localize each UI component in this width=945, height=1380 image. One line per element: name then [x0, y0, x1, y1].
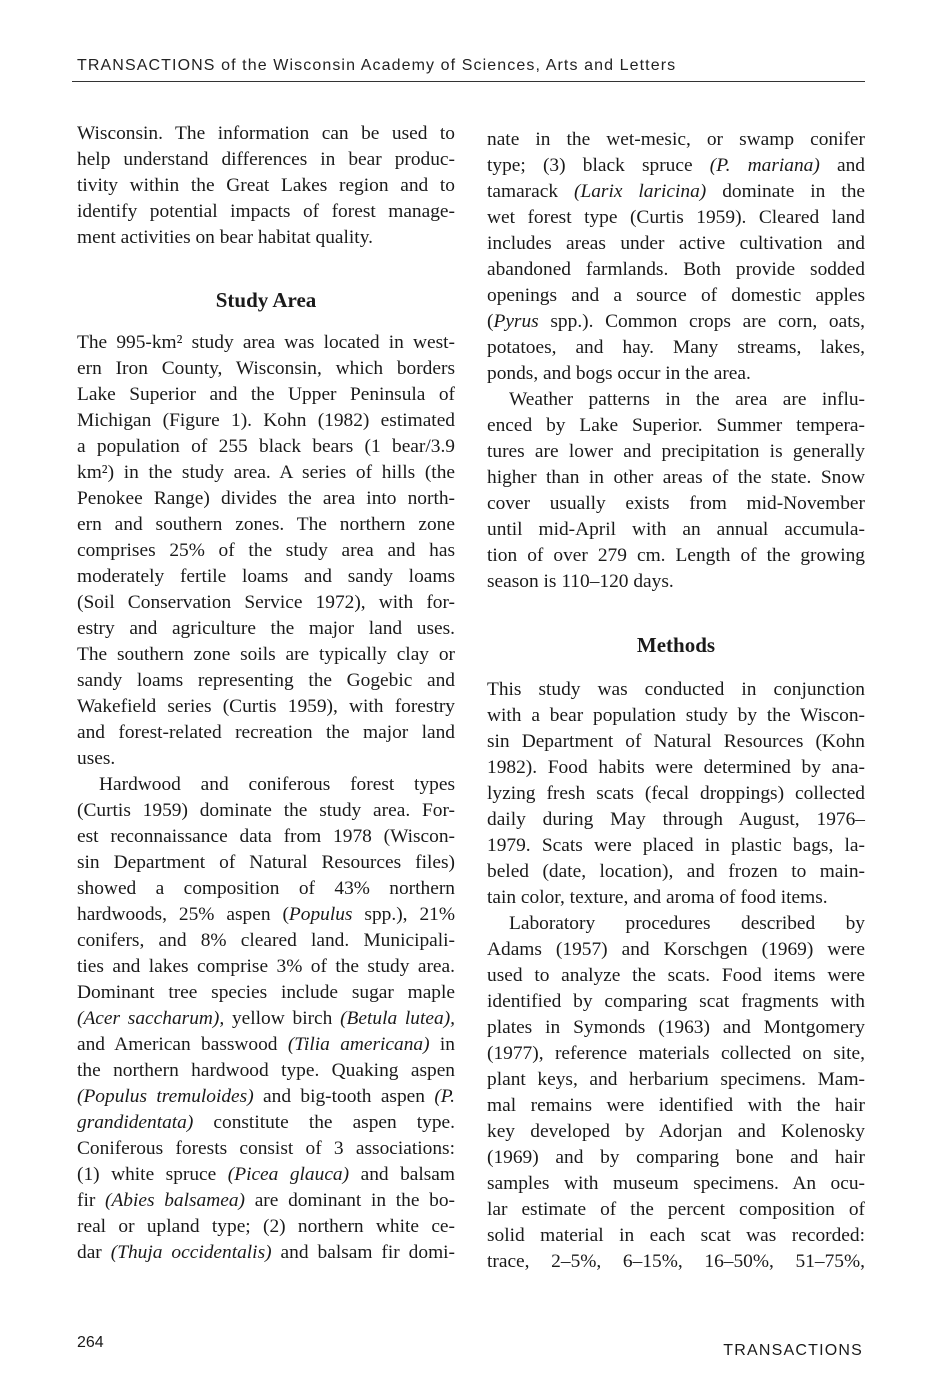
text-segment: until mid-April with an annual accumula-: [487, 519, 865, 540]
text-line: [487, 517, 865, 543]
text-line: [77, 1240, 455, 1266]
text-segment: hardwoods, 25% aspen (: [77, 904, 289, 925]
text-segment: ties and lakes comprise 3% of the study area.: [77, 956, 455, 977]
text-segment: a population of 255 black bears (1 bear/3.9: [77, 436, 455, 457]
text-line: [77, 199, 455, 225]
text-segment: includes areas under active cultivation and: [487, 233, 865, 254]
text-line: [77, 408, 455, 434]
text-segment: ern and southern zones. The northern zone: [77, 514, 455, 535]
text-line: [77, 668, 455, 694]
text-line: [487, 963, 865, 989]
text-line: [77, 642, 455, 668]
text-segment: 1979. Scats were placed in plastic bags, la-: [487, 835, 865, 856]
text-line: [77, 330, 455, 356]
text-line: [77, 1162, 455, 1188]
text-segment: identified by comparing scat fragments with: [487, 991, 865, 1012]
italic-text: (Thuja occidentalis): [110, 1242, 272, 1263]
text-line: [77, 902, 455, 928]
text-line: [77, 720, 455, 746]
text-line: [487, 309, 865, 335]
paragraph: [487, 387, 865, 595]
text-segment: spp.). Common crops are corn, oats,: [538, 311, 865, 332]
text-segment: the northern hardwood type. Quaking aspen: [77, 1060, 455, 1081]
text-segment: (: [487, 311, 494, 332]
italic-text: (P.: [434, 1086, 455, 1107]
text-line: [487, 413, 865, 439]
text-segment: enced by Lake Superior. Summer tempera-: [487, 415, 865, 436]
text-segment: wet forest type (Curtis 1959). Cleared land: [487, 207, 865, 228]
text-segment: season is 110–120 days.: [487, 571, 674, 592]
text-segment: Weather patterns in the area are influ-: [509, 389, 865, 410]
text-line: [77, 564, 455, 590]
text-segment: potatoes, and hay. Many streams, lakes,: [487, 337, 865, 358]
italic-text: (Tilia americana): [287, 1034, 430, 1055]
text-line: [487, 1015, 865, 1041]
italic-text: (Acer saccharum),: [77, 1008, 225, 1029]
text-segment: are dominant in the bo-: [245, 1190, 455, 1211]
text-line: [77, 147, 455, 173]
text-line: [487, 781, 865, 807]
text-line: [77, 850, 455, 876]
section-heading: Methods: [636, 633, 716, 657]
text-segment: and balsam fir domi-: [271, 1242, 455, 1263]
text-segment: abandoned farmlands. Both provide sodded: [487, 259, 865, 280]
text-line: [77, 173, 455, 199]
text-segment: moderately fertile loams and sandy loams: [77, 566, 455, 587]
text-segment: This study was conducted in conjunction: [487, 679, 865, 700]
paragraph: [487, 127, 865, 387]
text-line: [487, 1223, 865, 1249]
italic-text: (Populus tremuloides): [77, 1086, 254, 1107]
text-line: [487, 283, 865, 309]
text-segment: Hardwood and coniferous forest types: [99, 774, 455, 795]
text-segment: beled (date, location), and frozen to main-: [487, 861, 865, 882]
text-segment: openings and a source of domestic apples: [487, 285, 865, 306]
text-line: [77, 1032, 455, 1058]
text-line: [487, 231, 865, 257]
text-line: [77, 590, 455, 616]
text-line: [77, 980, 455, 1006]
paragraph: [487, 677, 865, 911]
italic-text: Pyrus: [493, 311, 539, 332]
text-segment: yellow birch: [224, 1008, 341, 1029]
text-segment: 1982). Food habits were determined by ana-: [487, 757, 865, 778]
text-segment: tamarack: [487, 181, 574, 202]
text-line: [77, 616, 455, 642]
italic-text: (Picea glauca): [227, 1164, 350, 1185]
italic-text: (Abies balsamea): [105, 1190, 246, 1211]
text-segment: sin Department of Natural Resources (Kohn: [487, 731, 865, 752]
text-segment: estry and agriculture the major land uses.: [77, 618, 455, 639]
text-line: [487, 543, 865, 569]
text-line: [487, 859, 865, 885]
text-segment: and: [819, 155, 866, 176]
text-segment: trace, 2–5%, 6–15%, 16–50%, 51–75%,: [487, 1251, 865, 1272]
text-segment: est reconnaissance data from 1978 (Wiscon-: [77, 826, 455, 847]
text-line: [77, 954, 455, 980]
paragraph: [77, 330, 455, 772]
text-segment: plant keys, and herbarium specimens. Mam-: [487, 1069, 865, 1090]
text-segment: Dominant tree species include sugar maple: [77, 982, 455, 1003]
text-segment: Wakefield series (Curtis 1959), with forestry: [77, 696, 455, 717]
text-segment: fir: [77, 1190, 105, 1211]
text-segment: samples with museum specimens. An ocu-: [487, 1173, 865, 1194]
text-line: [77, 772, 455, 798]
text-segment: nate in the wet-mesic, or swamp conifer: [487, 129, 865, 150]
text-line: [487, 729, 865, 755]
text-segment: tain color, texture, and aroma of food items.: [487, 887, 828, 908]
text-line: [487, 911, 865, 937]
text-segment: The 995-km² study area was located in west-: [77, 332, 455, 353]
left-column: [77, 121, 455, 1266]
text-segment: sandy loams representing the Gogebic and: [77, 670, 455, 691]
footer-journal-title: TRANSACTIONS: [723, 1342, 863, 1359]
text-line: [77, 225, 455, 251]
text-segment: higher than in other areas of the state. Snow: [487, 467, 865, 488]
text-line: [487, 439, 865, 465]
text-segment: comprises 25% of the study area and has: [77, 540, 455, 561]
italic-text: grandidentata): [77, 1112, 194, 1133]
text-line: [77, 1110, 455, 1136]
text-segment: showed a composition of 43% northern: [77, 878, 455, 899]
text-segment: sin Department of Natural Resources files): [77, 852, 455, 873]
text-line: [77, 460, 455, 486]
text-segment: tion of over 279 cm. Length of the growing: [487, 545, 865, 566]
paragraph: [77, 772, 455, 1266]
text-segment: tures are lower and precipitation is generally: [487, 441, 865, 462]
text-line: [487, 937, 865, 963]
italic-text: (Larix laricina): [573, 181, 707, 202]
text-segment: spp.), 21%: [352, 904, 455, 925]
text-segment: and American basswood: [77, 1034, 288, 1055]
text-segment: Laboratory procedures described by: [509, 913, 865, 934]
text-line: [487, 1197, 865, 1223]
text-line: [487, 335, 865, 361]
text-line: [77, 356, 455, 382]
text-line: [487, 361, 865, 387]
text-line: [487, 1041, 865, 1067]
text-line: [77, 1136, 455, 1162]
text-segment: plates in Symonds (1963) and Montgomery: [487, 1017, 865, 1038]
text-segment: used to analyze the scats. Food items were: [487, 965, 865, 986]
text-line: [77, 382, 455, 408]
text-segment: (1977), reference materials collected on site,: [487, 1043, 865, 1064]
text-line: [487, 833, 865, 859]
text-segment: in: [429, 1034, 456, 1055]
text-segment: conifers, and 8% cleared land. Municipali-: [77, 930, 455, 951]
text-line: [487, 257, 865, 283]
text-segment: and big-tooth aspen: [253, 1086, 435, 1107]
text-segment: mal remains were identified with the hair: [487, 1095, 865, 1116]
running-head: TRANSACTIONS of the Wisconsin Academy of Sciences, Arts and Letters: [77, 57, 677, 74]
text-line: [487, 677, 865, 703]
text-line: [487, 179, 865, 205]
text-line: [487, 387, 865, 413]
text-line: [487, 1145, 865, 1171]
italic-text: Populus: [288, 904, 353, 925]
text-segment: help understand differences in bear produc-: [77, 149, 455, 170]
text-line: [77, 1188, 455, 1214]
text-line: [487, 1171, 865, 1197]
text-segment: dar: [77, 1242, 111, 1263]
text-segment: Penokee Range) divides the area into north-: [77, 488, 455, 509]
text-segment: cover usually exists from mid-November: [487, 493, 865, 514]
text-segment: lyzing fresh scats (fecal droppings) collected: [487, 783, 865, 804]
text-segment: constitute the aspen type.: [193, 1112, 455, 1133]
text-line: [77, 121, 455, 147]
text-line: [487, 465, 865, 491]
italic-text: (Betula lutea),: [340, 1008, 455, 1029]
text-segment: (Soil Conservation Service 1972), with for-: [77, 592, 455, 613]
text-line: [77, 824, 455, 850]
text-segment: solid material in each scat was recorded:: [487, 1225, 865, 1246]
text-line: [487, 205, 865, 231]
text-segment: identify potential impacts of forest manage-: [77, 201, 455, 222]
text-line: [487, 885, 865, 911]
text-segment: Coniferous forests consist of 3 associations:: [77, 1138, 455, 1159]
text-line: [77, 798, 455, 824]
text-line: [487, 755, 865, 781]
text-line: [487, 1119, 865, 1145]
text-segment: Lake Superior and the Upper Peninsula of: [77, 384, 455, 405]
text-segment: uses.: [77, 748, 116, 769]
text-segment: with a bear population study by the Wiscon-: [487, 705, 865, 726]
text-segment: ponds, and bogs occur in the area.: [487, 363, 751, 384]
text-line: [487, 703, 865, 729]
text-line: [487, 569, 865, 595]
text-segment: Adams (1957) and Korschgen (1969) were: [487, 939, 865, 960]
text-line: [77, 538, 455, 564]
text-line: [77, 746, 455, 772]
text-line: [77, 434, 455, 460]
text-line: [77, 1214, 455, 1240]
page-number: 264: [77, 1334, 104, 1351]
text-line: [77, 512, 455, 538]
text-segment: and balsam: [349, 1164, 455, 1185]
text-line: [77, 694, 455, 720]
text-line: [77, 928, 455, 954]
text-line: [77, 1058, 455, 1084]
text-line: [487, 1067, 865, 1093]
section-heading: Study Area: [215, 288, 317, 312]
text-line: [487, 1093, 865, 1119]
text-segment: The southern zone soils are typically clay or: [77, 644, 455, 665]
text-line: [77, 876, 455, 902]
text-segment: key developed by Adorjan and Kolenosky: [487, 1121, 865, 1142]
text-line: [77, 486, 455, 512]
text-segment: ment activities on bear habitat quality.: [77, 227, 373, 248]
text-segment: and forest-related recreation the major land: [77, 722, 455, 743]
text-line: [487, 1249, 865, 1275]
text-segment: dominate in the: [706, 181, 865, 202]
text-segment: daily during May through August, 1976–: [487, 809, 865, 830]
text-segment: tivity within the Great Lakes region and to: [77, 175, 455, 196]
text-line: [77, 1084, 455, 1110]
text-segment: real or upland type; (2) northern white ce-: [77, 1216, 455, 1237]
text-segment: Michigan (Figure 1). Kohn (1982) estimated: [77, 410, 455, 431]
text-segment: km²) in the study area. A series of hills (the: [77, 462, 455, 483]
text-segment: Wisconsin. The information can be used to: [77, 123, 455, 144]
text-line: [487, 153, 865, 179]
text-segment: type; (3) black spruce: [487, 155, 710, 176]
right-column: [487, 127, 865, 1275]
text-segment: (1969) and by comparing bone and hair: [487, 1147, 865, 1168]
text-segment: (1) white spruce: [77, 1164, 228, 1185]
text-segment: ern Iron County, Wisconsin, which borders: [77, 358, 455, 379]
text-segment: (Curtis 1959) dominate the study area. For-: [77, 800, 455, 821]
text-line: [487, 127, 865, 153]
header-rule: [72, 81, 865, 82]
paragraph: [487, 911, 865, 1275]
text-segment: lar estimate of the percent composition of: [487, 1199, 865, 1220]
text-line: [487, 491, 865, 517]
paragraph: [77, 121, 455, 251]
text-line: [487, 989, 865, 1015]
text-line: [487, 807, 865, 833]
text-line: [77, 1006, 455, 1032]
italic-text: (P. mariana): [709, 155, 820, 176]
